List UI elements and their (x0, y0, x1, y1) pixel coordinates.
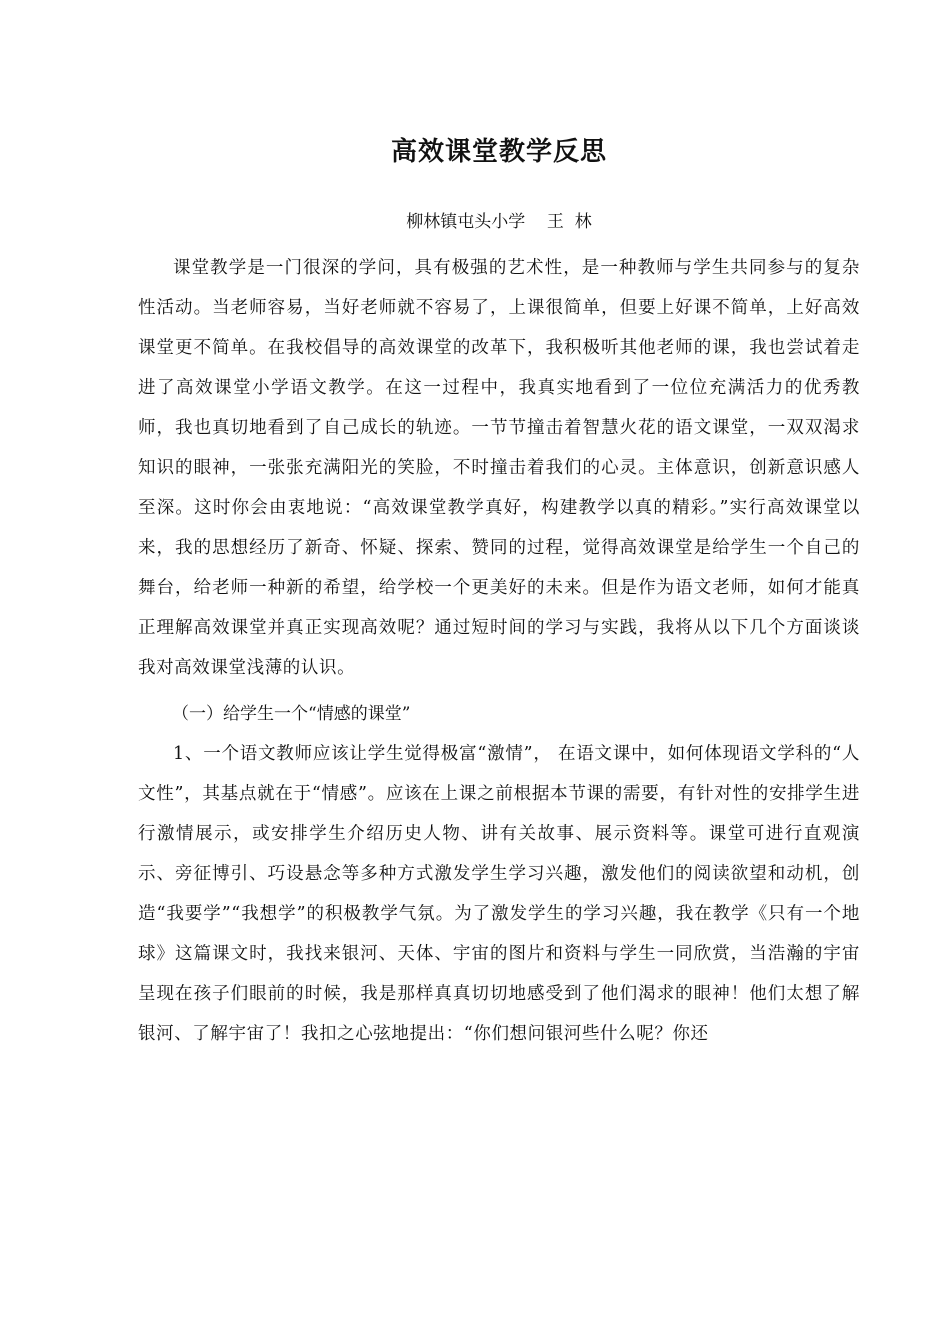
document-title: 高效课堂教学反思 (390, 137, 607, 167)
section-heading: （一）给学生一个“情感的课堂” (172, 704, 411, 724)
author-line: 柳林镇屯头小学 王 林 (406, 212, 592, 232)
section-paragraph: 1、一个语文教师应该让学生觉得极富“激情”， 在语文课中，如何体现语文学科的“人文性”，其基点就在于“情感”。应该在上课之前根据本节课的需要，有针对性的安排学生进行激情展示，或安排学生介绍历史人物、讲有关故事、展示资料等。课堂可进行直观演示、旁征博引、巧设悬念等多种方式激发学生学习兴趣，激发他们的阅读欲望和动机，创造“我要学”“我想学”的积极教学气氛。为了激发学生的学习兴趣，我在教学《只有一个地球》这篇课文时，我找来银河、天体、宇宙的图片和资料与学生一同欣赏，当浩瀚的宇宙呈现在孩子们眼前的时候，我是那样真真切切地感受到了他们渴求的眼神！他们太想了解银河、了解宇宙了！我扣之心弦地提出：“你们想问银河些什么呢？你还 (138, 744, 860, 1044)
intro-paragraph: 课堂教学是一门很深的学问，具有极强的艺术性，是一种教师与学生共同参与的复杂性活动。当老师容易，当好老师就不容易了，上课很简单，但要上好课不简单，上好高效课堂更不简单。在我校倡导的高效课堂的改革下，我积极听其他老师的课，我也尝试着走进了高效课堂小学语文教学。在这一过程中，我真实地看到了一位位充满活力的优秀教师，我也真切地看到了自己成长的轨迹。一节节撞击着智慧火花的语文课堂，一双双渴求知识的眼神，一张张充满阳光的笑脸，不时撞击着我们的心灵。主体意识，创新意识感人至深。这时你会由衷地说：“高效课堂教学真好，构建教学以真的精彩。”实行高效课堂以来，我的思想经历了新奇、怀疑、探索、赞同的过程，觉得高效课堂是给学生一个自己的舞台，给老师一种新的希望，给学校一个更美好的未来。但是作为语文老师，如何才能真正理解高效课堂并真正实现高效呢？通过短时间的学习与实践，我将从以下几个方面谈谈我对高效课堂浅薄的认识。 (138, 258, 860, 678)
